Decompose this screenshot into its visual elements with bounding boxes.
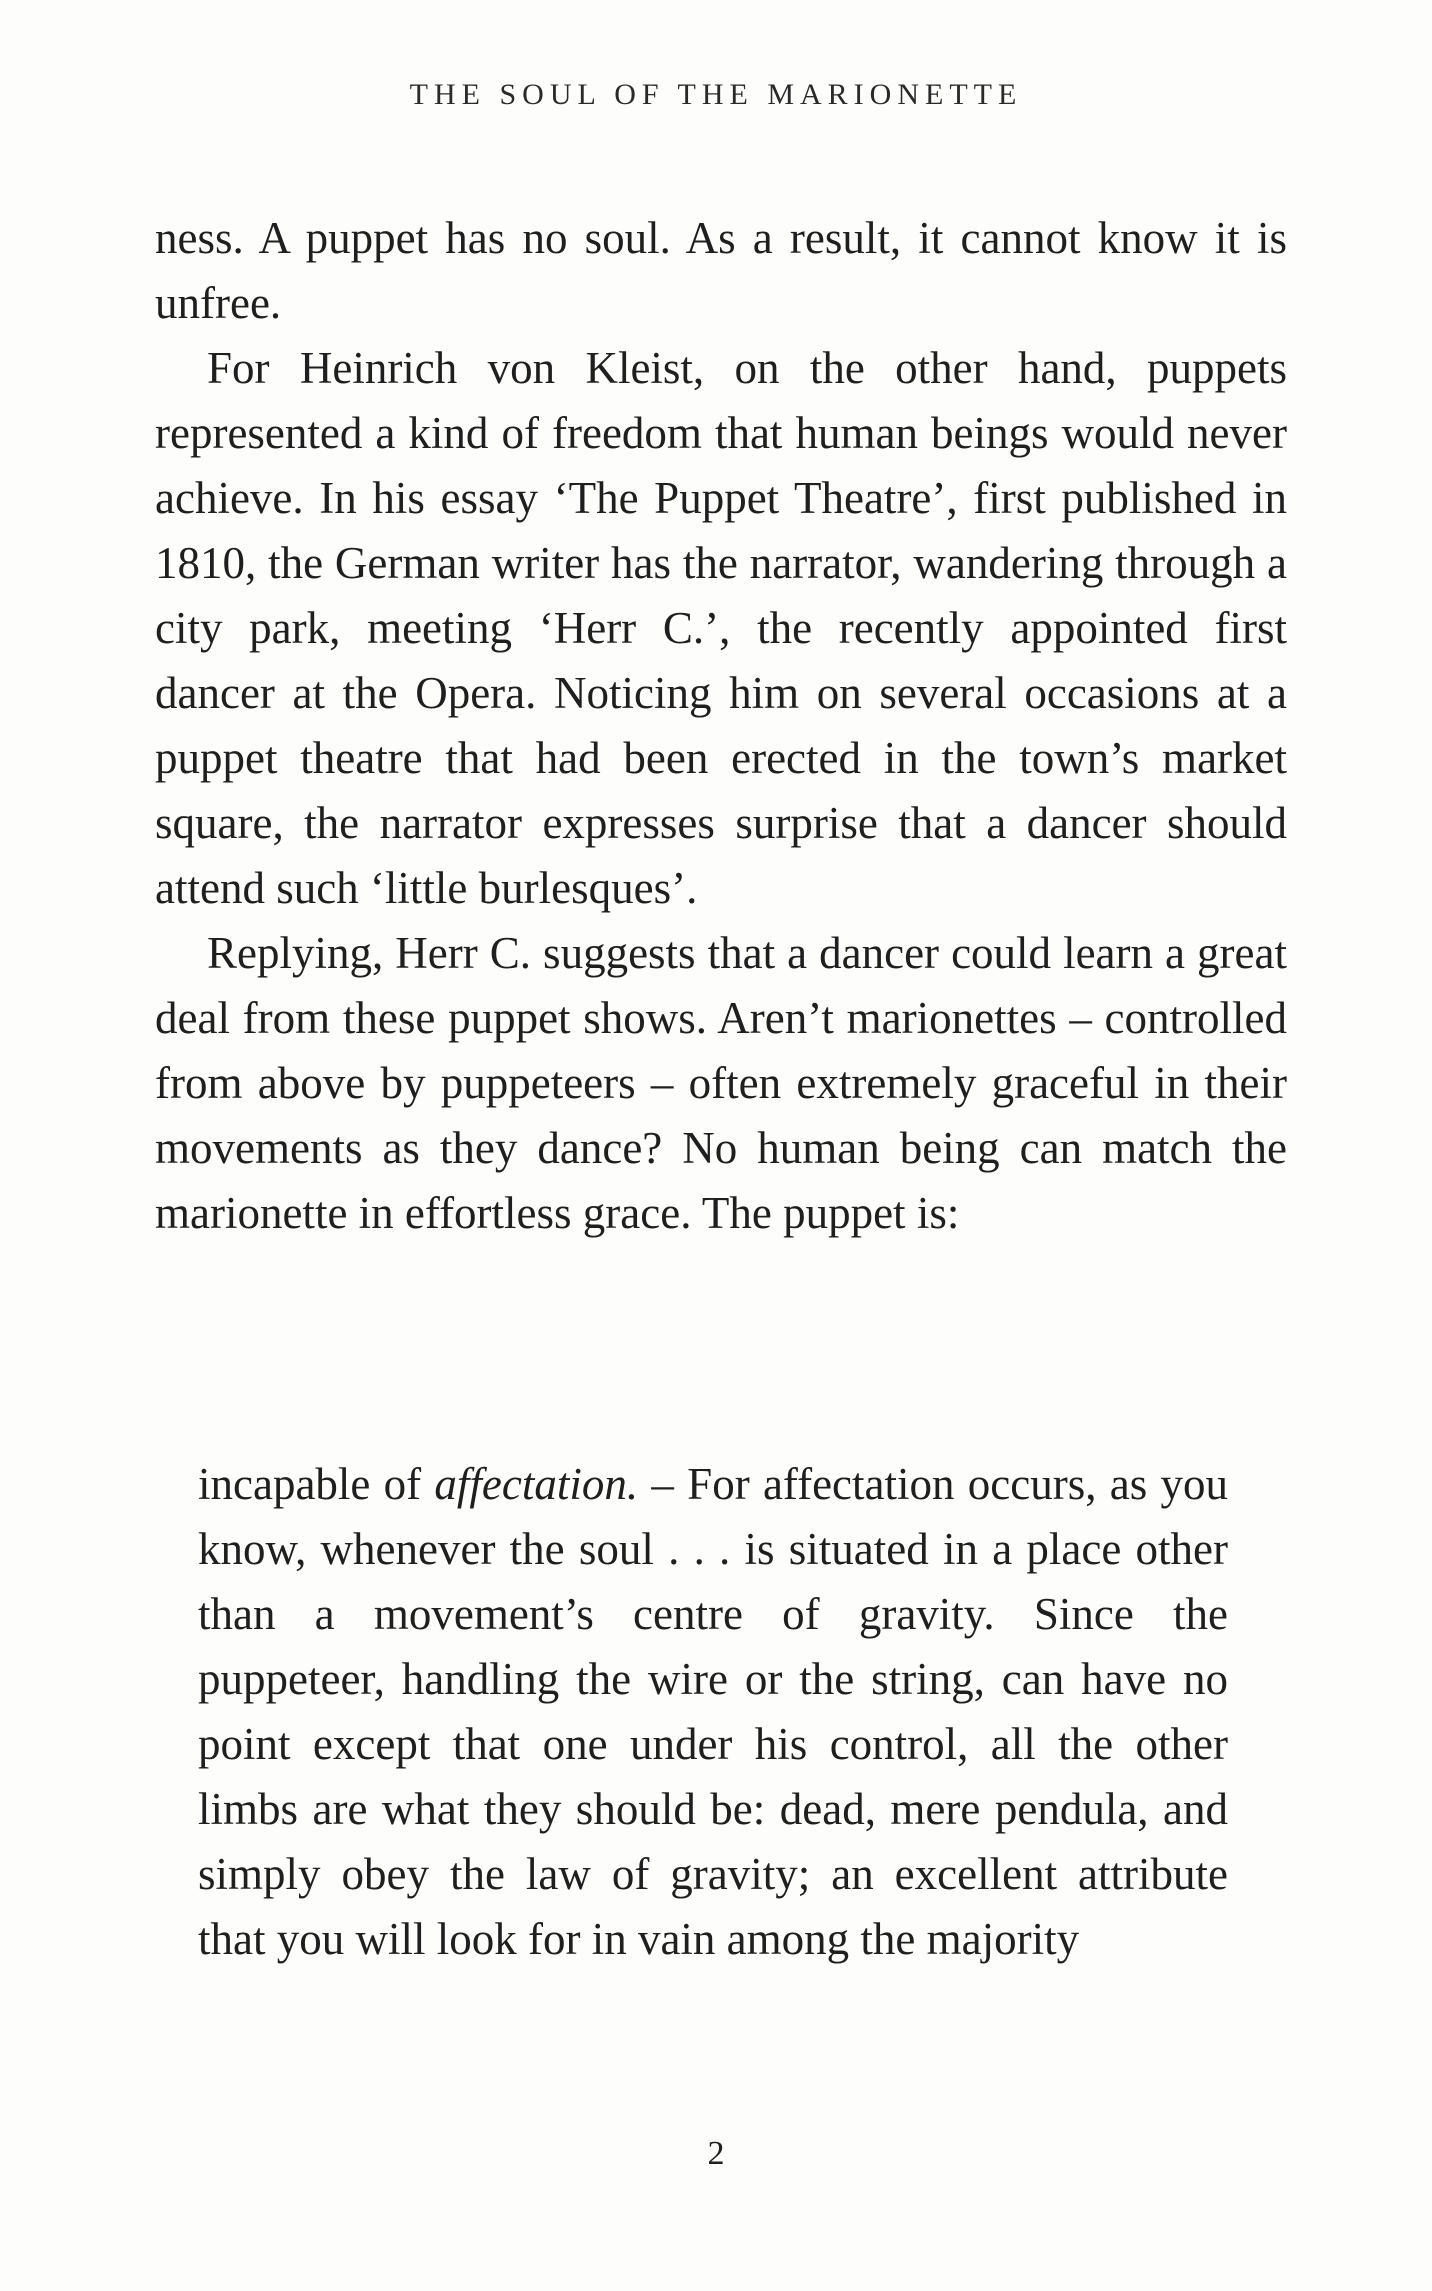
running-head: THE SOUL OF THE MARIONETTE: [409, 78, 1023, 111]
quote-emphasis: affectation.: [434, 1459, 639, 1509]
block-quote: [198, 1452, 1228, 1972]
quote-text: [198, 1452, 1228, 1972]
body-text: [155, 206, 1287, 1246]
quote-rest: – For affectation occurs, as you know, whenever the soul . . . is situated in a place other than a movement’s centre of gravity. Since the puppeteer, handling the wire or the string, can have no point except that one under his control, all the other limbs are what they should be: dead, mere pendula, and simply obey the law of gravity; an excellent attribute that you will look for in vain among the majority: [198, 1459, 1228, 1964]
paragraph-herr-c: Replying, Herr C. suggests that a dancer could learn a great deal from these puppet shows. Aren’t marionettes – controlled from above by puppeteers – often extremely graceful in their movements as they dance? No human being can match the marionette in effortless grace. The puppet is:: [155, 928, 1287, 1238]
paragraph-continuation: ness. A puppet has no soul. As a result, it cannot know it is unfree.: [155, 213, 1287, 328]
quote-lead: incapable of: [198, 1459, 435, 1509]
paragraph-kleist: For Heinrich von Kleist, on the other hand, puppets represented a kind of freedom that human beings would never achieve. In his essay ‘The Puppet Theatre’, first published in 1810, the German writer has the narrator, wandering through a city park, meeting ‘Herr C.’, the recently appointed first dancer at the Opera. Noticing him on several occasions at a puppet theatre that had been erected in the town’s market square, the narrator expresses surprise that a dancer should attend such ‘little burlesques’.: [155, 343, 1287, 913]
page-number: 2: [707, 2135, 725, 2172]
